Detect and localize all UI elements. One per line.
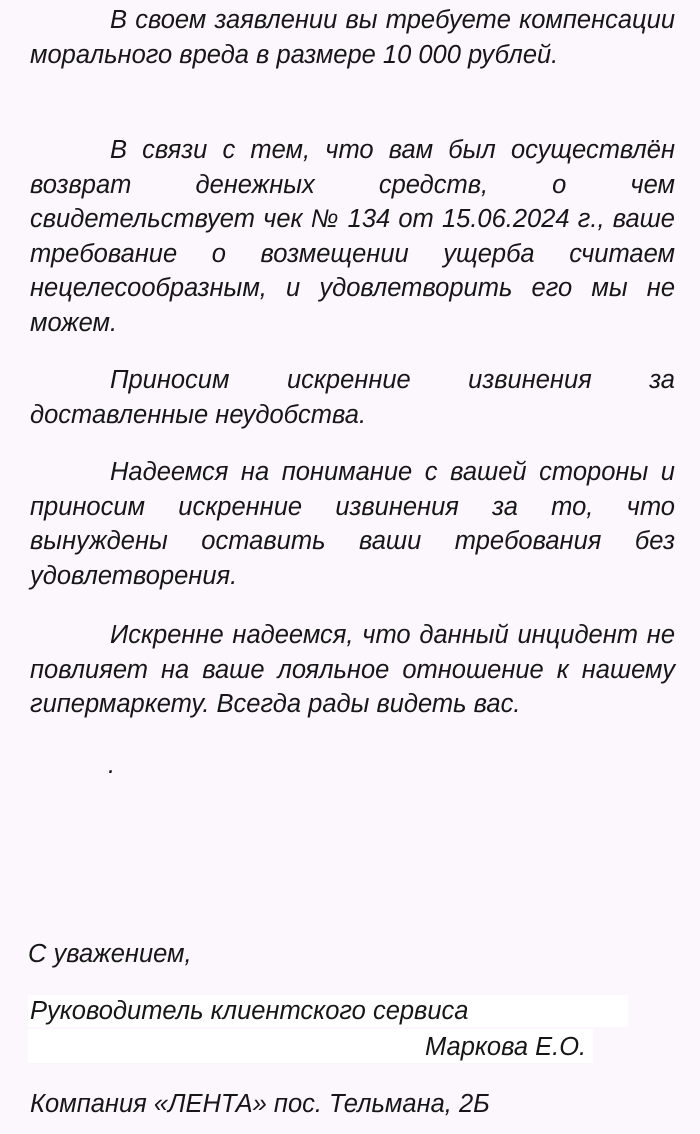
paragraph-refund-refusal: В связи с тем, что вам был осуществлён возврат денежных средств, о чем свидетельствует чек № 134 от 15.06.2024 г., ваше требование о возмещении ущерба считаем нецелесообразным, и удовлетворить его мы не можем. — [30, 136, 675, 337]
signer-position: Руководитель клиентского сервиса — [30, 997, 469, 1025]
paragraph-apology: Приносим искренние извинения за доставленные неудобства. — [30, 366, 675, 429]
signer-name: Маркова Е.О. — [425, 1033, 587, 1061]
paragraph-understanding: Надеемся на понимание с вашей стороны и приносим искренние извинения за то, что вынуждены оставить ваши требования без удовлетворения. — [30, 458, 675, 590]
company-address: Компания «ЛЕНТА» пос. Тельмана, 2Б — [30, 1090, 490, 1118]
paragraph-compensation-claim: В своем заявлении вы требуете компенсации морального вреда в размере 10 000 рублей. — [30, 6, 675, 69]
paragraph-loyalty: Искренне надеемся, что данный инцидент не повлияет на ваше лояльное отношение к нашему гипермаркету. Всегда рады видеть вас. — [30, 621, 675, 718]
stray-period: . — [108, 751, 116, 779]
closing-regards: С уважением, — [28, 940, 192, 968]
